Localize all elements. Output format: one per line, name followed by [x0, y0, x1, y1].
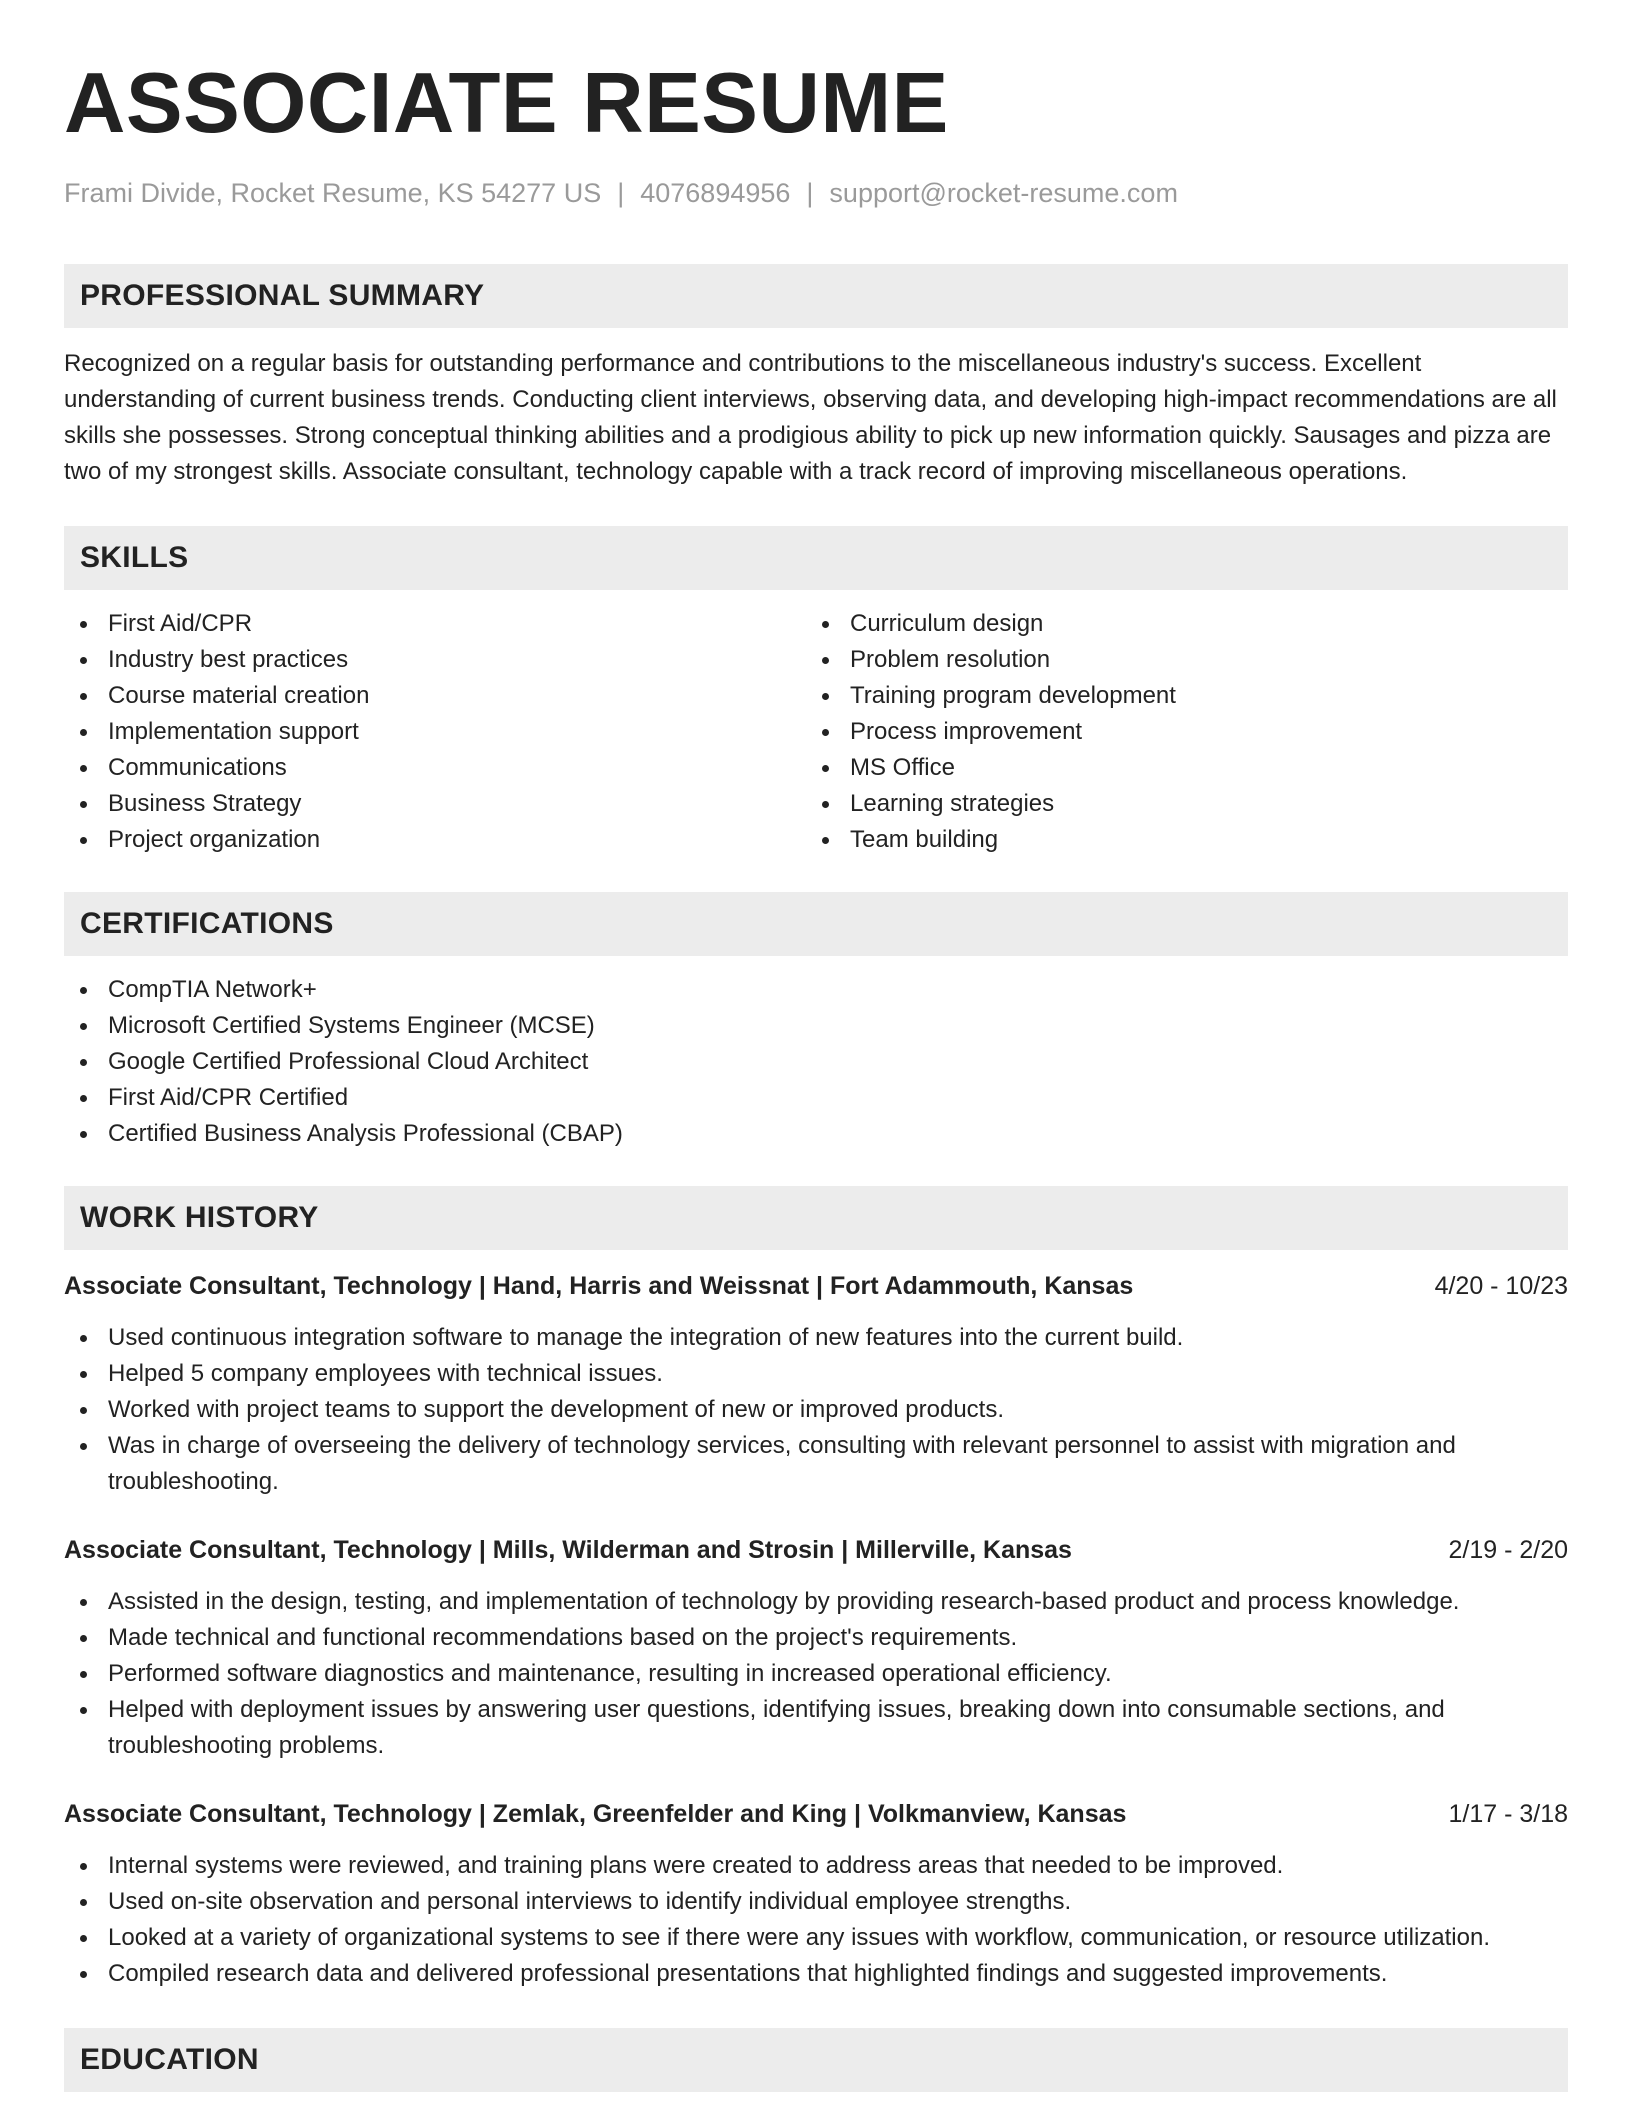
job-entry [64, 1796, 1568, 1992]
job-bullet: Used continuous integration software to manage the integration of new features into the current build. [64, 1320, 1568, 1356]
certification-item: Microsoft Certified Systems Engineer (MCSE) [64, 1008, 1568, 1044]
skill-item: Problem resolution [806, 642, 1548, 678]
job-heading [64, 1268, 1568, 1304]
certification-item: First Aid/CPR Certified [64, 1080, 1568, 1116]
job-bullet: Looked at a variety of organizational systems to see if there were any issues with workflow, communication, or resource utilization. [64, 1920, 1568, 1956]
job-bullets [64, 1584, 1568, 1764]
job-bullet: Was in charge of overseeing the delivery of technology services, consulting with relevant personnel to assist with migration and troubleshooting. [64, 1428, 1568, 1500]
job-bullet: Made technical and functional recommendations based on the project's requirements. [64, 1620, 1568, 1656]
skills-list-right [806, 606, 1548, 858]
contact-line [64, 176, 1568, 210]
skill-item: First Aid/CPR [64, 606, 806, 642]
job-title: Associate Consultant, Technology | Hand, Harris and Weissnat | Fort Adammouth, Kansas [64, 1272, 1134, 1300]
job-bullets [64, 1848, 1568, 1992]
job-bullet: Assisted in the design, testing, and implementation of technology by providing research-based product and process knowledge. [64, 1584, 1568, 1620]
certification-item: CompTIA Network+ [64, 972, 1568, 1008]
contact-address: Frami Divide, Rocket Resume, KS 54277 US [64, 178, 602, 208]
contact-separator: | [806, 178, 814, 208]
job-bullets [64, 1320, 1568, 1500]
job-title: Associate Consultant, Technology | Mills, Wilderman and Strosin | Millerville, Kansas [64, 1536, 1072, 1564]
job-dates: 1/17 - 3/18 [1448, 1800, 1568, 1828]
job-entry [64, 1532, 1568, 1764]
skills-list-left [64, 606, 806, 858]
skills-columns [64, 606, 1568, 858]
job-bullet: Helped with deployment issues by answering user questions, identifying issues, breaking down into consumable sections, and troubleshooting problems. [64, 1692, 1568, 1764]
job-bullet: Helped 5 company employees with technical issues. [64, 1356, 1568, 1392]
skill-item: Learning strategies [806, 786, 1548, 822]
certification-item: Certified Business Analysis Professional (CBAP) [64, 1116, 1568, 1152]
skill-item: Course material creation [64, 678, 806, 714]
skills-column-right [806, 606, 1548, 858]
section-header-education: EDUCATION [64, 2028, 1568, 2092]
section-header-skills: SKILLS [64, 526, 1568, 590]
job-dates: 4/20 - 10/23 [1434, 1272, 1568, 1300]
skill-item: Training program development [806, 678, 1548, 714]
job-heading [64, 1796, 1568, 1832]
skill-item: Team building [806, 822, 1548, 858]
job-title: Associate Consultant, Technology | Zemlak, Greenfelder and King | Volkmanview, Kansas [64, 1800, 1127, 1828]
skill-item: Implementation support [64, 714, 806, 750]
summary-text: Recognized on a regular basis for outstanding performance and contributions to the miscellaneous industry's success. Excellent understanding of current business trends. Conducting client interviews, observing data, and developing high-impact recommendations are all skills she possesses. Strong conceptual thinking abilities and a prodigious ability to pick up new information quickly. Sausages and pizza are two of my strongest skills. Associate consultant, technology capable with a track record of improving miscellaneous operations. [64, 350, 1557, 485]
job-bullet: Worked with project teams to support the development of new or improved products. [64, 1392, 1568, 1428]
skill-item: Industry best practices [64, 642, 806, 678]
skill-item: Project organization [64, 822, 806, 858]
certification-item: Google Certified Professional Cloud Architect [64, 1044, 1568, 1080]
resume-title: ASSOCIATE RESUME [64, 56, 949, 151]
contact-email: support@rocket-resume.com [829, 178, 1178, 208]
job-bullet: Used on-site observation and personal interviews to identify individual employee strengths. [64, 1884, 1568, 1920]
job-entry [64, 1268, 1568, 1500]
skill-item: Business Strategy [64, 786, 806, 822]
section-header-work-history: WORK HISTORY [64, 1186, 1568, 1250]
certifications-list [64, 972, 1568, 1152]
section-header-certifications: CERTIFICATIONS [64, 892, 1568, 956]
job-bullet: Internal systems were reviewed, and training plans were created to address areas that needed to be improved. [64, 1848, 1568, 1884]
skill-item: Communications [64, 750, 806, 786]
skill-item: Process improvement [806, 714, 1548, 750]
contact-phone: 4076894956 [640, 178, 791, 208]
skill-item: MS Office [806, 750, 1548, 786]
job-dates: 2/19 - 2/20 [1448, 1536, 1568, 1564]
skill-item: Curriculum design [806, 606, 1548, 642]
job-bullet: Compiled research data and delivered professional presentations that highlighted findings and suggested improvements. [64, 1956, 1568, 1992]
job-heading [64, 1532, 1568, 1568]
section-header-summary: PROFESSIONAL SUMMARY [64, 264, 1568, 328]
contact-separator: | [617, 178, 625, 208]
skills-column-left [64, 606, 806, 858]
job-bullet: Performed software diagnostics and maintenance, resulting in increased operational efficiency. [64, 1656, 1568, 1692]
